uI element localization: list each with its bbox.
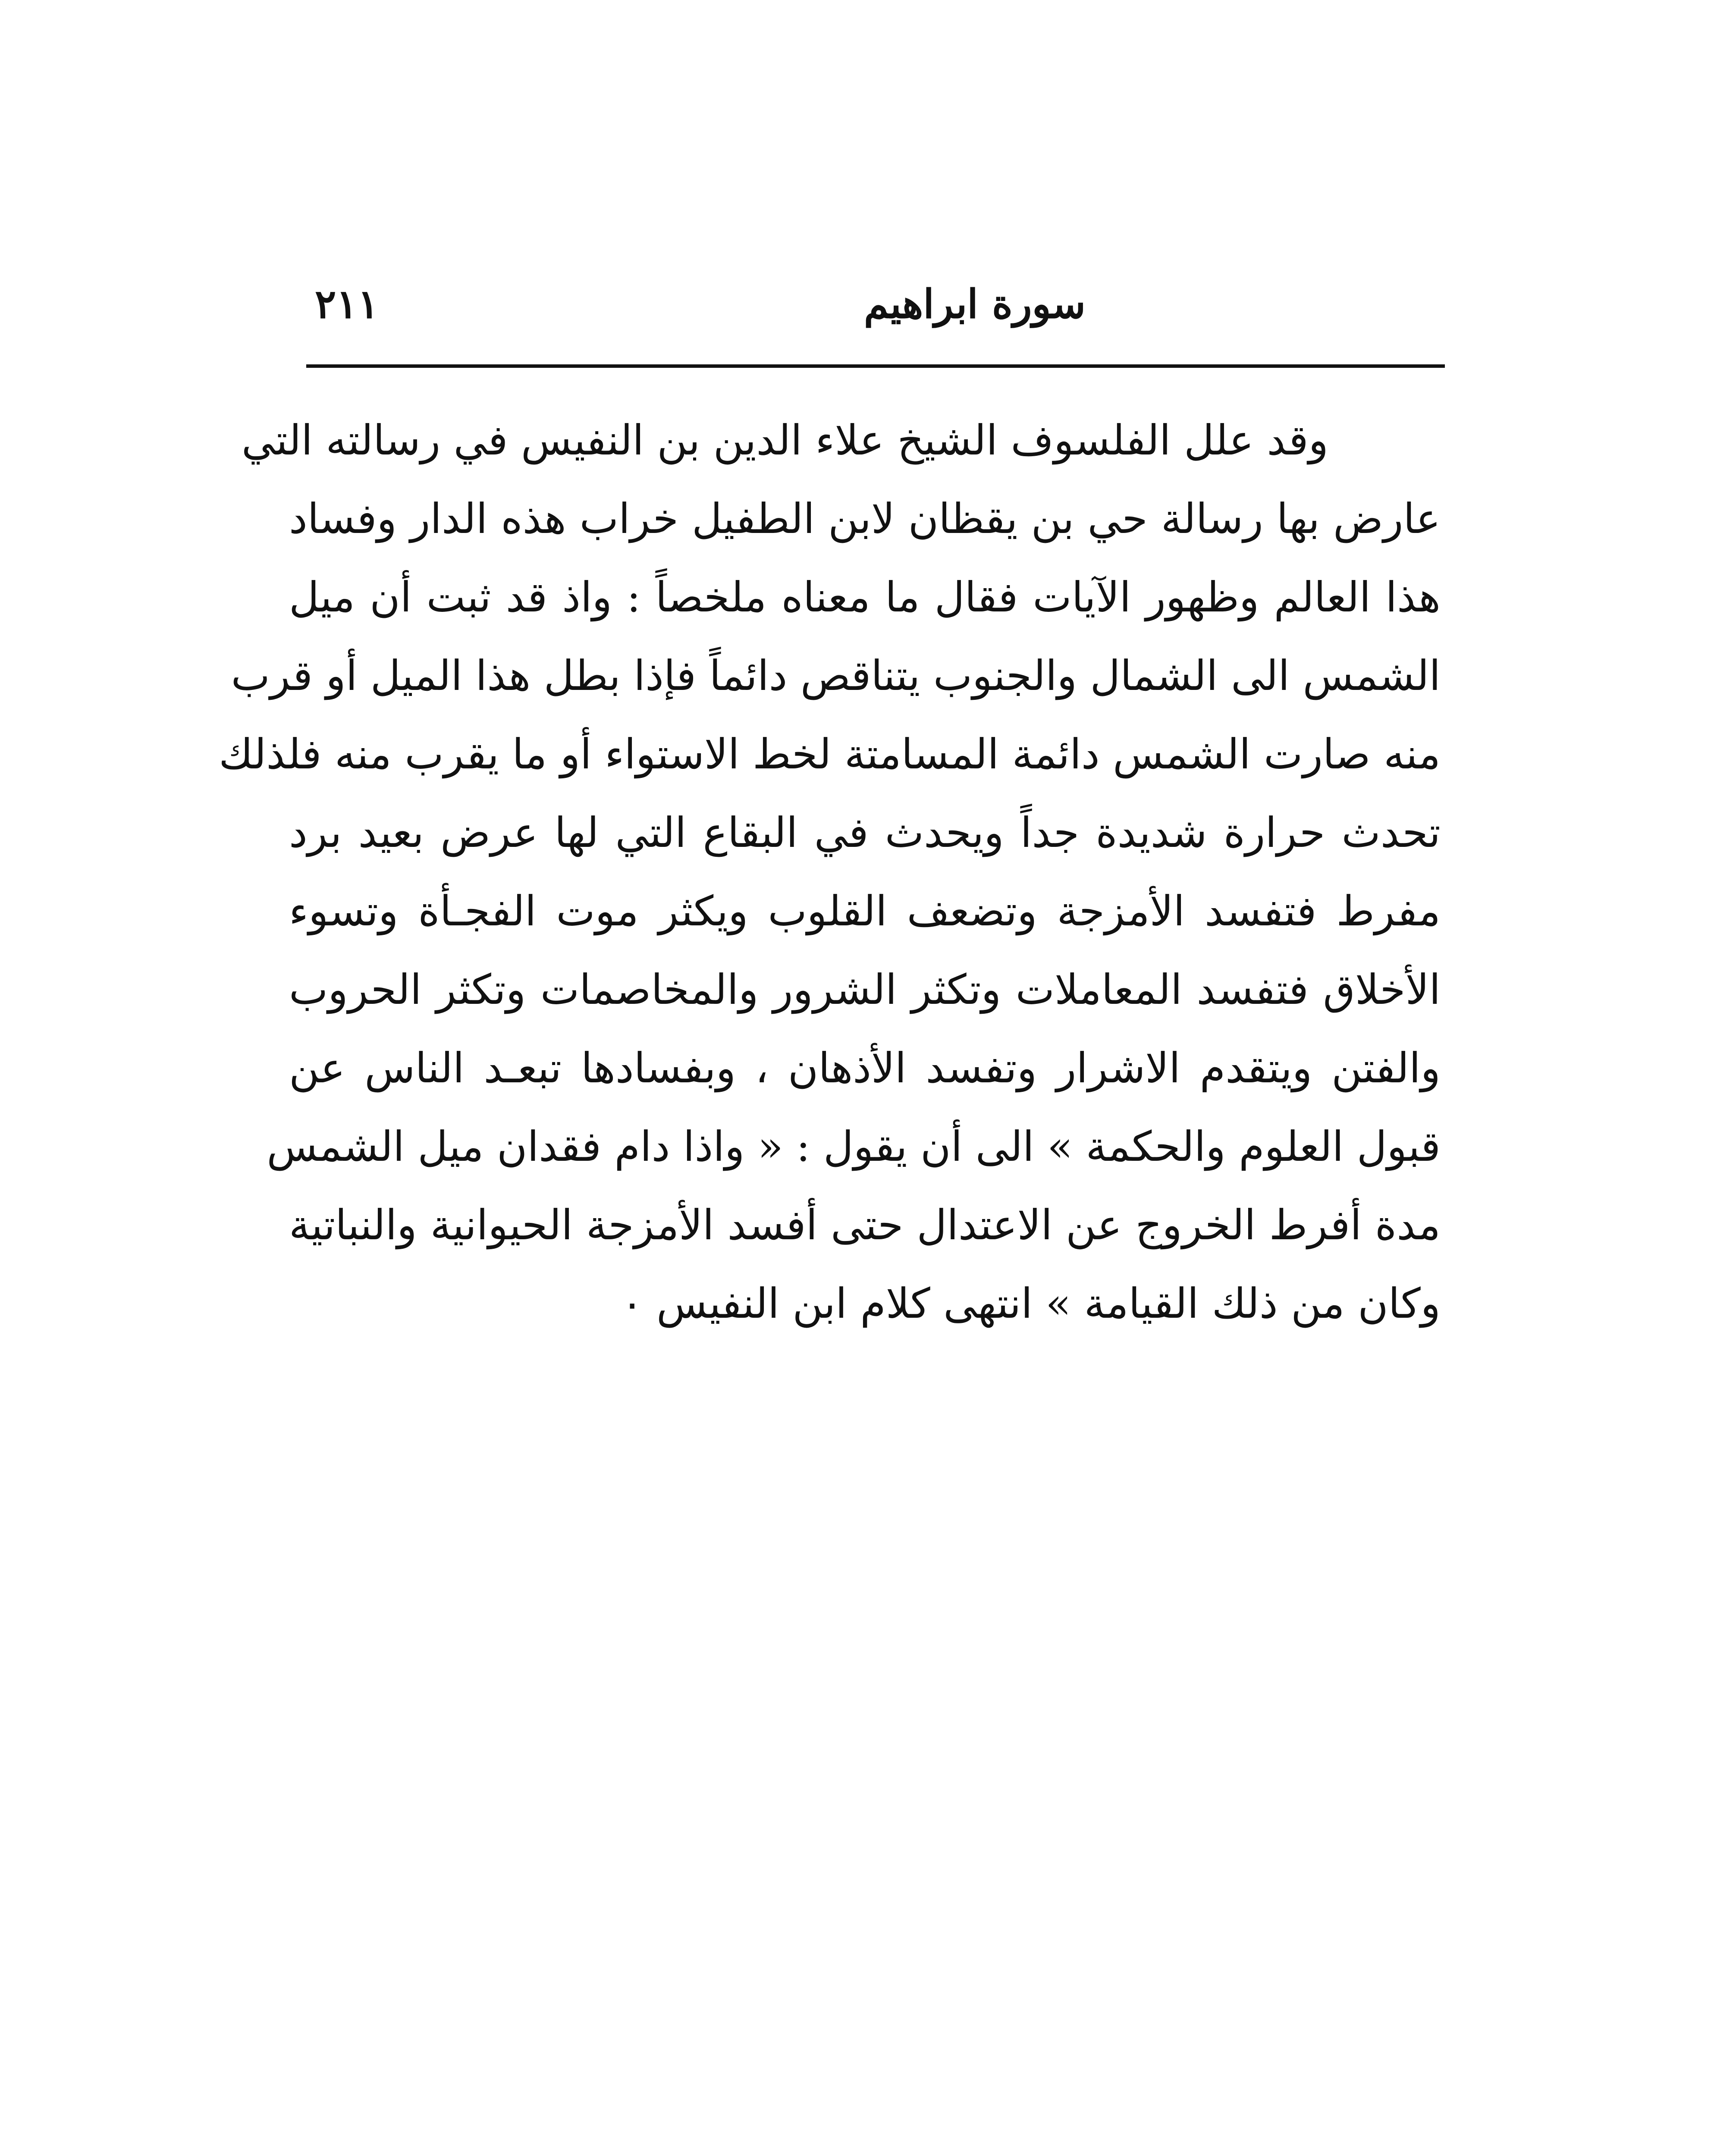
page-number: ٢١١ <box>315 281 379 327</box>
text-line: الأخلاق فتفسد المعاملات وتكثر الشرور والمخاصمات وتكثر الحروب <box>289 965 1441 1014</box>
text-line: الشمس الى الشمال والجنوب يتناقص دائماً فإذا بطل هذا الميل أو قرب <box>231 652 1441 700</box>
text-line: وكان من ذلك القيامة » انتهى كلام ابن النفيس ٠ <box>621 1279 1441 1328</box>
text-line: تحدث حرارة شديدة جداً ويحدث في البقاع التي لها عرض بعيد برد <box>289 808 1441 857</box>
header-rule <box>306 364 1445 368</box>
text-line: وقد علل الفلسوف الشيخ علاء الدين بن النفيس في رسالته التي <box>241 416 1328 464</box>
text-line: والفتن ويتقدم الاشرار وتفسد الأذهان ، وبفسادها تبعـد الناس عن <box>289 1044 1441 1092</box>
text-line: قبول العلوم والحكمة » الى أن يقول : « واذا دام فقدان ميل الشمس <box>267 1122 1441 1171</box>
body-text <box>219 401 1441 1343</box>
text-line: عارض بها رسالة حي بن يقظان لابن الطفيل خراب هذه الدار وفساد <box>289 495 1441 543</box>
running-header <box>302 267 1441 341</box>
text-line: مدة أفرط الخروج عن الاعتدال حتى أفسد الأمزجة الحيوانية والنباتية <box>289 1201 1441 1249</box>
text-line: مفرط فتفسد الأمزجة وتضعف القلوب ويكثر موت الفجـأة وتسوء <box>289 887 1441 935</box>
text-line: منه صارت الشمس دائمة المسامتة لخط الاستواء أو ما يقرب منه فلذلك <box>219 730 1441 778</box>
running-title: سورة ابراهيم <box>863 281 1086 327</box>
text-line: هذا العالم وظهور الآيات فقال ما معناه ملخصاً : واذ قد ثبت أن ميل <box>289 573 1441 621</box>
